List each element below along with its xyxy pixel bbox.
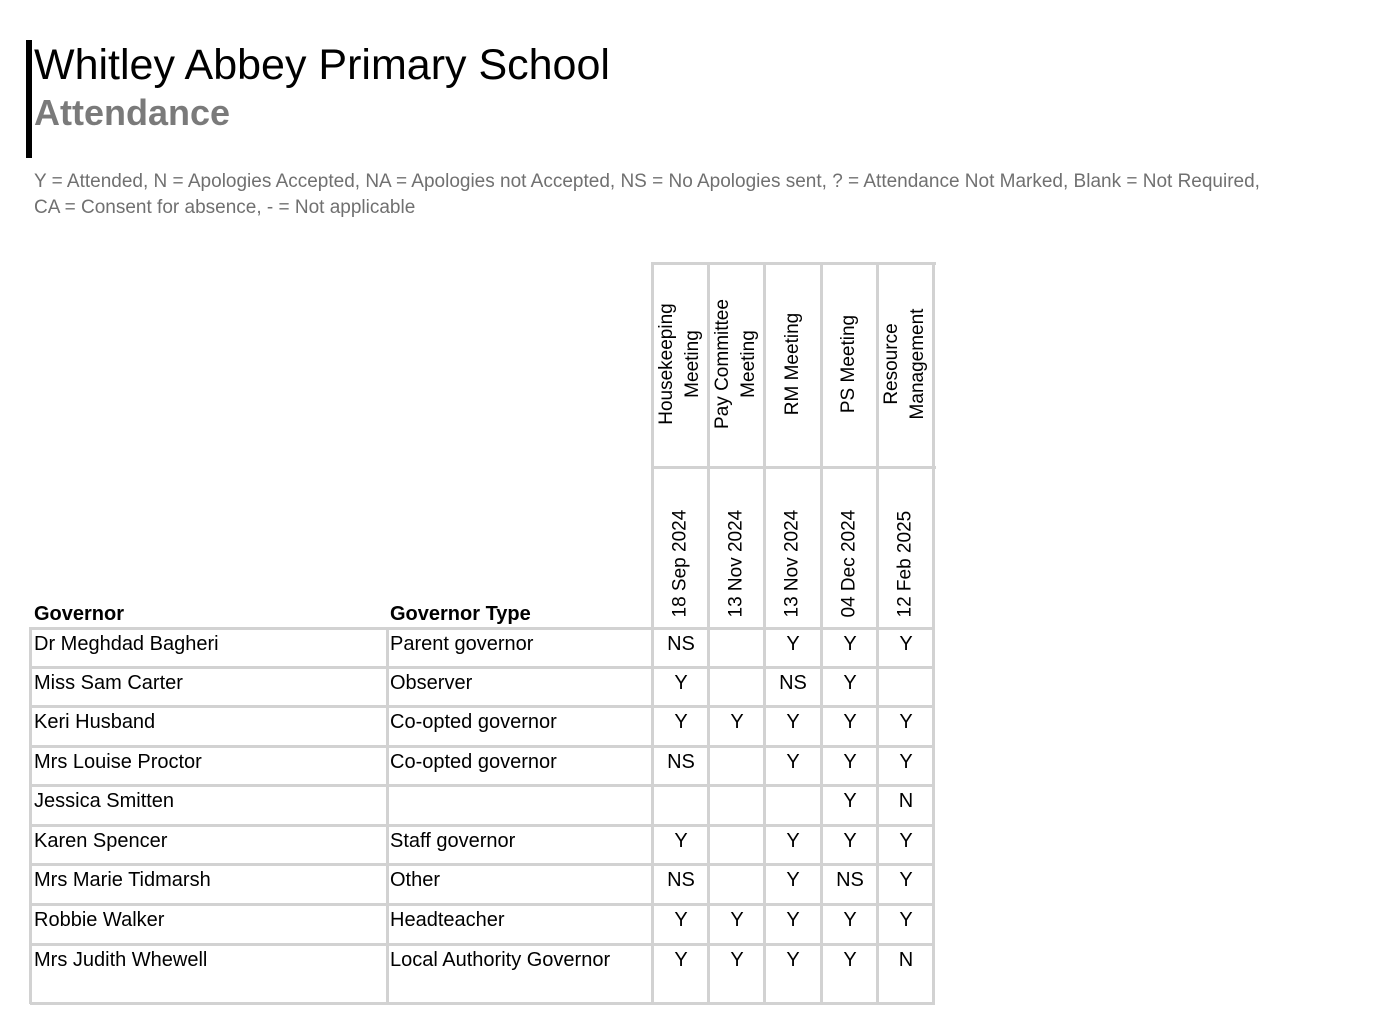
- table-bottom-border: [30, 1002, 935, 1005]
- attendance-mark-cell: Y: [730, 711, 744, 733]
- governor-name-cell: Dr Meghdad Bagheri: [34, 633, 219, 655]
- row-border: [30, 943, 935, 946]
- row-border: [30, 666, 935, 669]
- attendance-mark-cell: Y: [730, 949, 744, 971]
- attendance-mark-cell: Y: [674, 909, 688, 931]
- attendance-mark-cell: Y: [899, 633, 913, 655]
- governor-name-cell: Robbie Walker: [34, 909, 165, 931]
- attendance-mark-cell: Y: [786, 633, 800, 655]
- attendance-mark-cell: Y: [674, 711, 688, 733]
- attendance-mark-cell: Y: [674, 672, 688, 694]
- meeting-date-header: 04 Dec 2024: [838, 509, 859, 617]
- row-border: [30, 745, 935, 748]
- row-border: [30, 784, 935, 787]
- governor-type-cell: Co-opted governor: [390, 751, 557, 773]
- row-border: [30, 705, 935, 708]
- governor-type-cell: Staff governor: [390, 830, 516, 852]
- attendance-mark-cell: Y: [786, 751, 800, 773]
- governor-name-cell: Keri Husband: [34, 711, 156, 733]
- governor-type-column-header: Governor Type: [390, 603, 531, 625]
- attendance-mark-cell: Y: [843, 711, 857, 733]
- governor-name-cell: Jessica Smitten: [34, 790, 175, 812]
- meeting-date-header: 18 Sep 2024: [669, 509, 690, 617]
- legend-line-1: Y = Attended, N = Apologies Accepted, NA = Apologies not Accepted, NS = No Apologies sent, ? = Attendance Not Marked, Blank = Not Required,: [34, 171, 1260, 192]
- attendance-mark-cell: Y: [899, 869, 913, 891]
- meeting-name-header: RM Meeting: [781, 312, 803, 416]
- governor-type-cell: Parent governor: [390, 633, 534, 655]
- governor-name-cell: Karen Spencer: [34, 830, 168, 852]
- attendance-mark-cell: N: [898, 790, 914, 812]
- attendance-mark-cell: NS: [779, 672, 807, 694]
- attendance-mark-cell: NS: [667, 869, 695, 891]
- governor-name-cell: Mrs Marie Tidmarsh: [34, 869, 211, 891]
- meeting-name-header: Pay Committee Meeting: [712, 299, 759, 429]
- governor-column-border: [386, 627, 389, 1004]
- attendance-mark-cell: Y: [843, 672, 857, 694]
- attendance-mark-cell: NS: [667, 751, 695, 773]
- meeting-name-header: PS Meeting: [838, 314, 859, 414]
- governor-type-cell: Headteacher: [390, 909, 505, 931]
- meeting-date-header: 13 Nov 2024: [781, 509, 803, 617]
- meeting-name-header: Resource Management: [881, 308, 928, 420]
- governor-name-cell: Mrs Judith Whewell: [34, 949, 208, 971]
- row-border: [30, 903, 935, 906]
- attendance-mark-cell: N: [898, 949, 914, 971]
- title-accent-bar: [26, 40, 32, 158]
- attendance-mark-cell: Y: [843, 830, 857, 852]
- attendance-mark-cell: Y: [899, 751, 913, 773]
- table-left-border: [29, 627, 32, 1004]
- governor-name-cell: Mrs Louise Proctor: [34, 751, 202, 773]
- governor-column-header: Governor: [34, 603, 125, 625]
- governor-type-cell: Local Authority Governor: [390, 949, 611, 971]
- meeting-date-header: 12 Feb 2025: [894, 510, 915, 617]
- governor-type-cell: Observer: [390, 672, 473, 694]
- attendance-mark-cell: NS: [836, 869, 864, 891]
- attendance-mark-cell: Y: [786, 869, 800, 891]
- row-border: [30, 824, 935, 827]
- attendance-mark-cell: Y: [674, 949, 688, 971]
- governor-type-cell: Co-opted governor: [390, 711, 557, 733]
- attendance-legend: [34, 169, 1394, 221]
- page-subtitle: Attendance: [34, 92, 231, 133]
- meeting-date-header: 13 Nov 2024: [725, 509, 746, 617]
- header-top-border: [652, 262, 936, 265]
- attendance-mark-cell: NS: [667, 633, 695, 655]
- attendance-mark-cell: Y: [843, 909, 857, 931]
- governor-name-cell: Miss Sam Carter: [34, 672, 183, 694]
- attendance-mark-cell: Y: [843, 790, 857, 812]
- attendance-mark-cell: Y: [843, 751, 857, 773]
- attendance-mark-cell: Y: [899, 909, 913, 931]
- legend-line-2: CA = Consent for absence, - = Not applicable: [34, 197, 416, 218]
- attendance-mark-cell: Y: [899, 711, 913, 733]
- governor-type-cell: Other: [390, 869, 441, 891]
- attendance-mark-cell: Y: [786, 830, 800, 852]
- attendance-mark-cell: Y: [786, 909, 800, 931]
- page-title: Whitley Abbey Primary School: [34, 41, 610, 89]
- attendance-mark-cell: Y: [899, 830, 913, 852]
- row-border: [30, 863, 935, 866]
- attendance-mark-cell: Y: [843, 949, 857, 971]
- attendance-mark-cell: Y: [786, 711, 800, 733]
- attendance-mark-cell: Y: [843, 633, 857, 655]
- header-mid-border: [652, 466, 936, 469]
- attendance-mark-cell: Y: [730, 909, 744, 931]
- attendance-mark-cell: Y: [786, 949, 800, 971]
- attendance-mark-cell: Y: [674, 830, 688, 852]
- meeting-name-header: Housekeeping Meeting: [656, 303, 703, 425]
- row-border: [30, 627, 935, 630]
